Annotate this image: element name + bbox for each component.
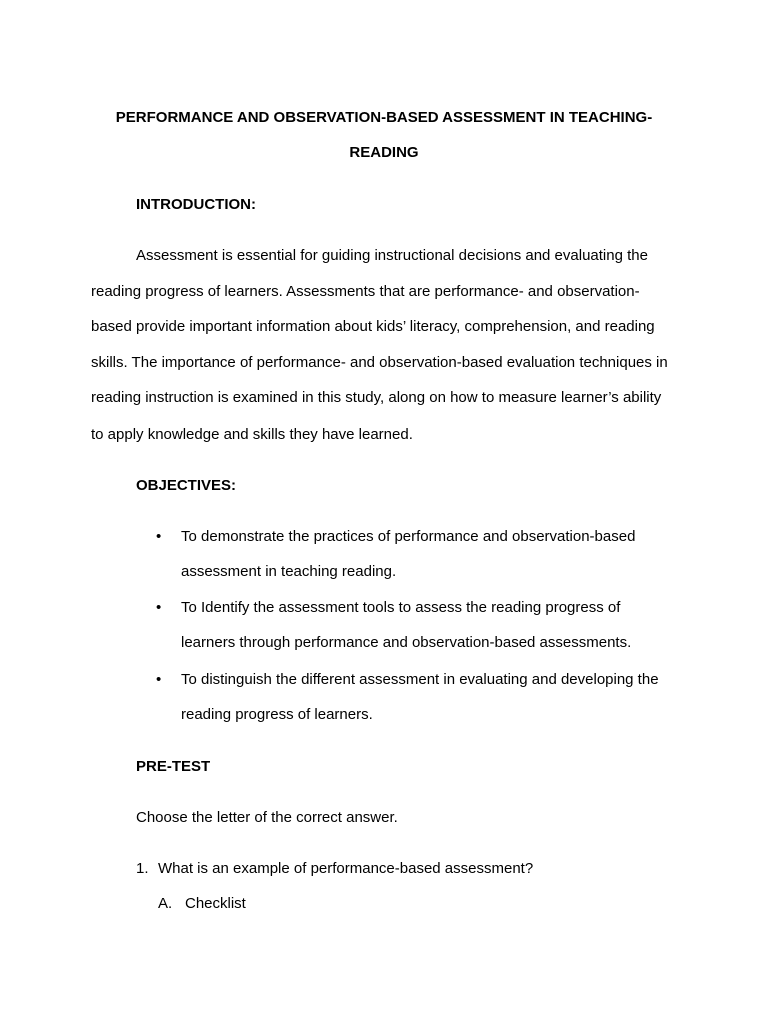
- objective-text-line: assessment in teaching reading.: [181, 563, 397, 580]
- bullet-icon: •: [156, 599, 162, 616]
- question-number: 1.: [136, 860, 149, 877]
- question-text: What is an example of performance-based assessment?: [158, 860, 534, 877]
- bullet-icon: •: [156, 671, 162, 688]
- document-title-line-2: READING: [349, 144, 419, 161]
- introduction-heading: INTRODUCTION:: [136, 196, 256, 213]
- introduction-line: reading progress of learners. Assessments that are performance- and observation-: [91, 283, 640, 300]
- option-text: Checklist: [185, 895, 246, 912]
- objective-text-line: To demonstrate the practices of performance and observation-based: [181, 528, 636, 545]
- option-letter: A.: [158, 895, 173, 912]
- introduction-line: based provide important information about kids’ literacy, comprehension, and reading: [91, 318, 655, 335]
- pretest-instruction: Choose the letter of the correct answer.: [136, 809, 398, 826]
- objective-text-line: To Identify the assessment tools to assess the reading progress of: [181, 599, 621, 616]
- introduction-line: reading instruction is examined in this study, along on how to measure learner’s ability: [91, 389, 662, 406]
- bullet-icon: •: [156, 528, 162, 545]
- introduction-line: Assessment is essential for guiding instructional decisions and evaluating the: [136, 247, 648, 264]
- objective-text-line: reading progress of learners.: [181, 706, 373, 723]
- document-title-line-1: PERFORMANCE AND OBSERVATION-BASED ASSESSMENT IN TEACHING-: [115, 109, 653, 126]
- introduction-line: to apply knowledge and skills they have learned.: [91, 426, 413, 443]
- introduction-line: skills. The importance of performance- and observation-based evaluation techniques in: [91, 354, 668, 371]
- objective-text-line: learners through performance and observation-based assessments.: [181, 634, 632, 651]
- pretest-heading: PRE-TEST: [136, 758, 211, 775]
- objective-text-line: To distinguish the different assessment in evaluating and developing the: [181, 671, 659, 688]
- objectives-heading: OBJECTIVES:: [136, 477, 237, 494]
